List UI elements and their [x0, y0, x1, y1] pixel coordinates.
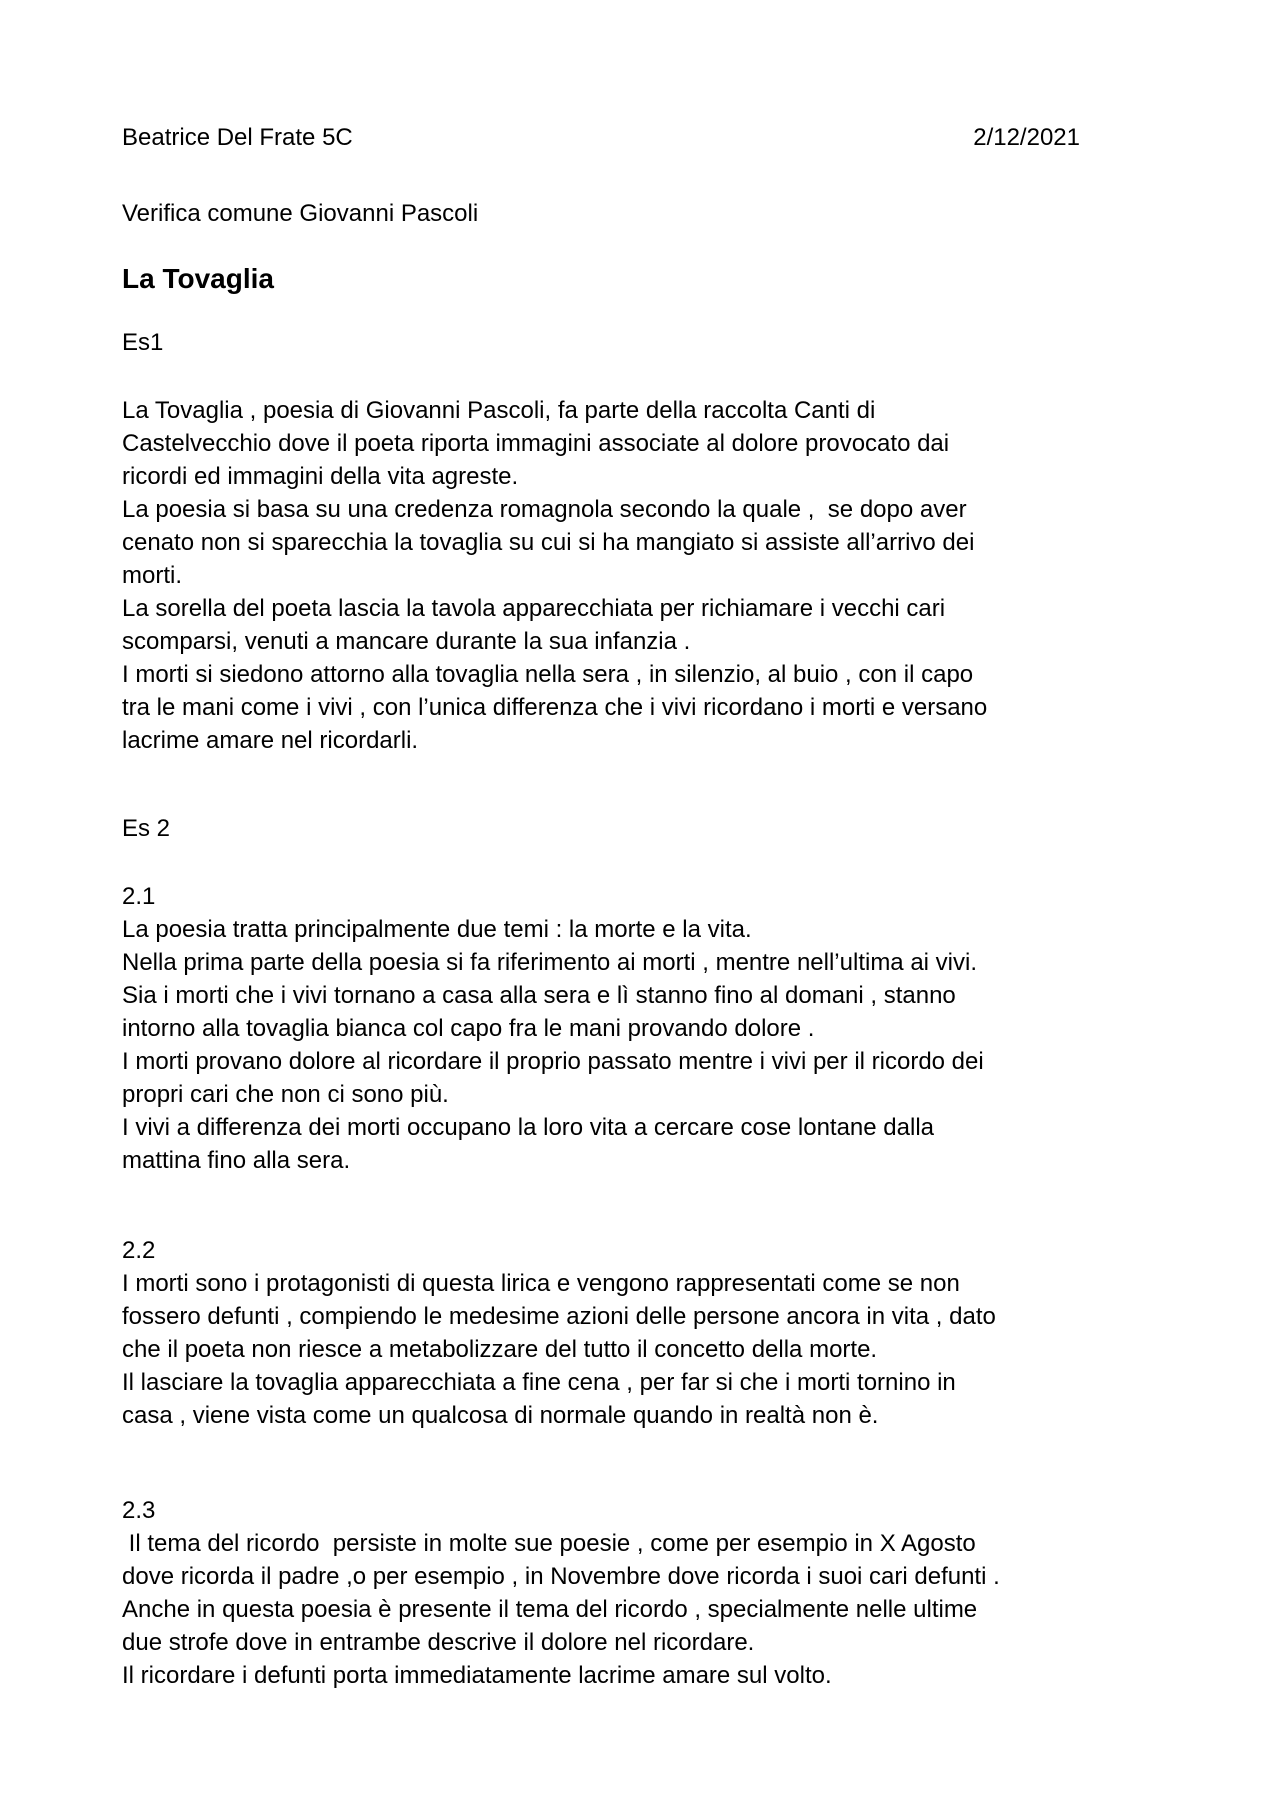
text-line: lacrime amare nel ricordarli. [122, 727, 419, 754]
section-heading-2-1: 2.1 [122, 883, 156, 910]
document-date: 2/12/2021 [973, 124, 1080, 151]
text-line: I morti provano dolore al ricordare il proprio passato mentre i vivi per il ricordo dei [122, 1048, 984, 1075]
text-line: casa , viene vista come un qualcosa di normale quando in realtà non è. [122, 1402, 879, 1429]
section-2-3 [122, 1494, 1180, 1692]
text-line: Castelvecchio dove il poeta riporta immagini associate al dolore provocato dai [122, 430, 950, 457]
section-es1-paragraph [122, 394, 1180, 757]
text-line: dove ricorda il padre ,o per esempio , in Novembre dove ricorda i suoi cari defunti . [122, 1563, 1000, 1590]
section-heading-2-3: 2.3 [122, 1497, 156, 1524]
section-2-1 [122, 880, 1180, 1177]
text-line: tra le mani come i vivi , con l’unica differenza che i vivi ricordano i morti e versano [122, 694, 988, 721]
text-line: Anche in questa poesia è presente il tema del ricordo , specialmente nelle ultime [122, 1596, 978, 1623]
text-line: Nella prima parte della poesia si fa riferimento ai morti , mentre nell’ultima ai vivi. [122, 949, 977, 976]
text-line: due strofe dove in entrambe descrive il dolore nel ricordare. [122, 1629, 755, 1656]
text-line: La poesia si basa su una credenza romagnola secondo la quale , se dopo aver [122, 496, 967, 523]
text-line: I morti sono i protagonisti di questa lirica e vengono rappresentati come se non [122, 1270, 960, 1297]
text-line: ricordi ed immagini della vita agreste. [122, 463, 519, 490]
text-line: La poesia tratta principalmente due temi : la morte e la vita. [122, 916, 752, 943]
text-line: Il ricordare i defunti porta immediatamente lacrime amare sul volto. [122, 1662, 832, 1689]
section-2-1-paragraph [122, 913, 1180, 1177]
text-line: propri cari che non ci sono più. [122, 1081, 449, 1108]
section-heading-es1: Es1 [122, 329, 164, 356]
section-heading-es2: Es 2 [122, 815, 171, 842]
document-subtitle: Verifica comune Giovanni Pascoli [122, 200, 479, 227]
section-heading-2-2: 2.2 [122, 1237, 156, 1264]
text-line: intorno alla tovaglia bianca col capo fra le mani provando dolore . [122, 1015, 815, 1042]
text-line: mattina fino alla sera. [122, 1147, 351, 1174]
text-line: I morti si siedono attorno alla tovaglia nella sera , in silenzio, al buio , con il capo [122, 661, 974, 688]
author-name: Beatrice Del Frate 5C [122, 124, 353, 151]
text-line: scomparsi, venuti a mancare durante la sua infanzia . [122, 628, 691, 655]
document-title: La Tovaglia [122, 263, 274, 294]
text-line: cenato non si sparecchia la tovaglia su cui si ha mangiato si assiste all’arrivo dei [122, 529, 975, 556]
section-2-3-paragraph [122, 1527, 1180, 1692]
text-line: Il lasciare la tovaglia apparecchiata a fine cena , per far si che i morti tornino in [122, 1369, 956, 1396]
text-line: fossero defunti , compiendo le medesime azioni delle persone ancora in vita , dato [122, 1303, 996, 1330]
text-line: che il poeta non riesce a metabolizzare del tutto il concetto della morte. [122, 1336, 878, 1363]
text-line: Sia i morti che i vivi tornano a casa alla sera e lì stanno fino al domani , stanno [122, 982, 956, 1009]
section-2-2-paragraph [122, 1267, 1180, 1432]
text-line: Il tema del ricordo persiste in molte sue poesie , come per esempio in X Agosto [122, 1530, 976, 1557]
text-line: morti. [122, 562, 182, 589]
text-line: La Tovaglia , poesia di Giovanni Pascoli, fa parte della raccolta Canti di [122, 397, 876, 424]
document-header [122, 121, 1180, 154]
section-2-2 [122, 1234, 1180, 1432]
text-line: La sorella del poeta lascia la tavola apparecchiata per richiamare i vecchi cari [122, 595, 946, 622]
text-line: I vivi a differenza dei morti occupano la loro vita a cercare cose lontane dalla [122, 1114, 935, 1141]
